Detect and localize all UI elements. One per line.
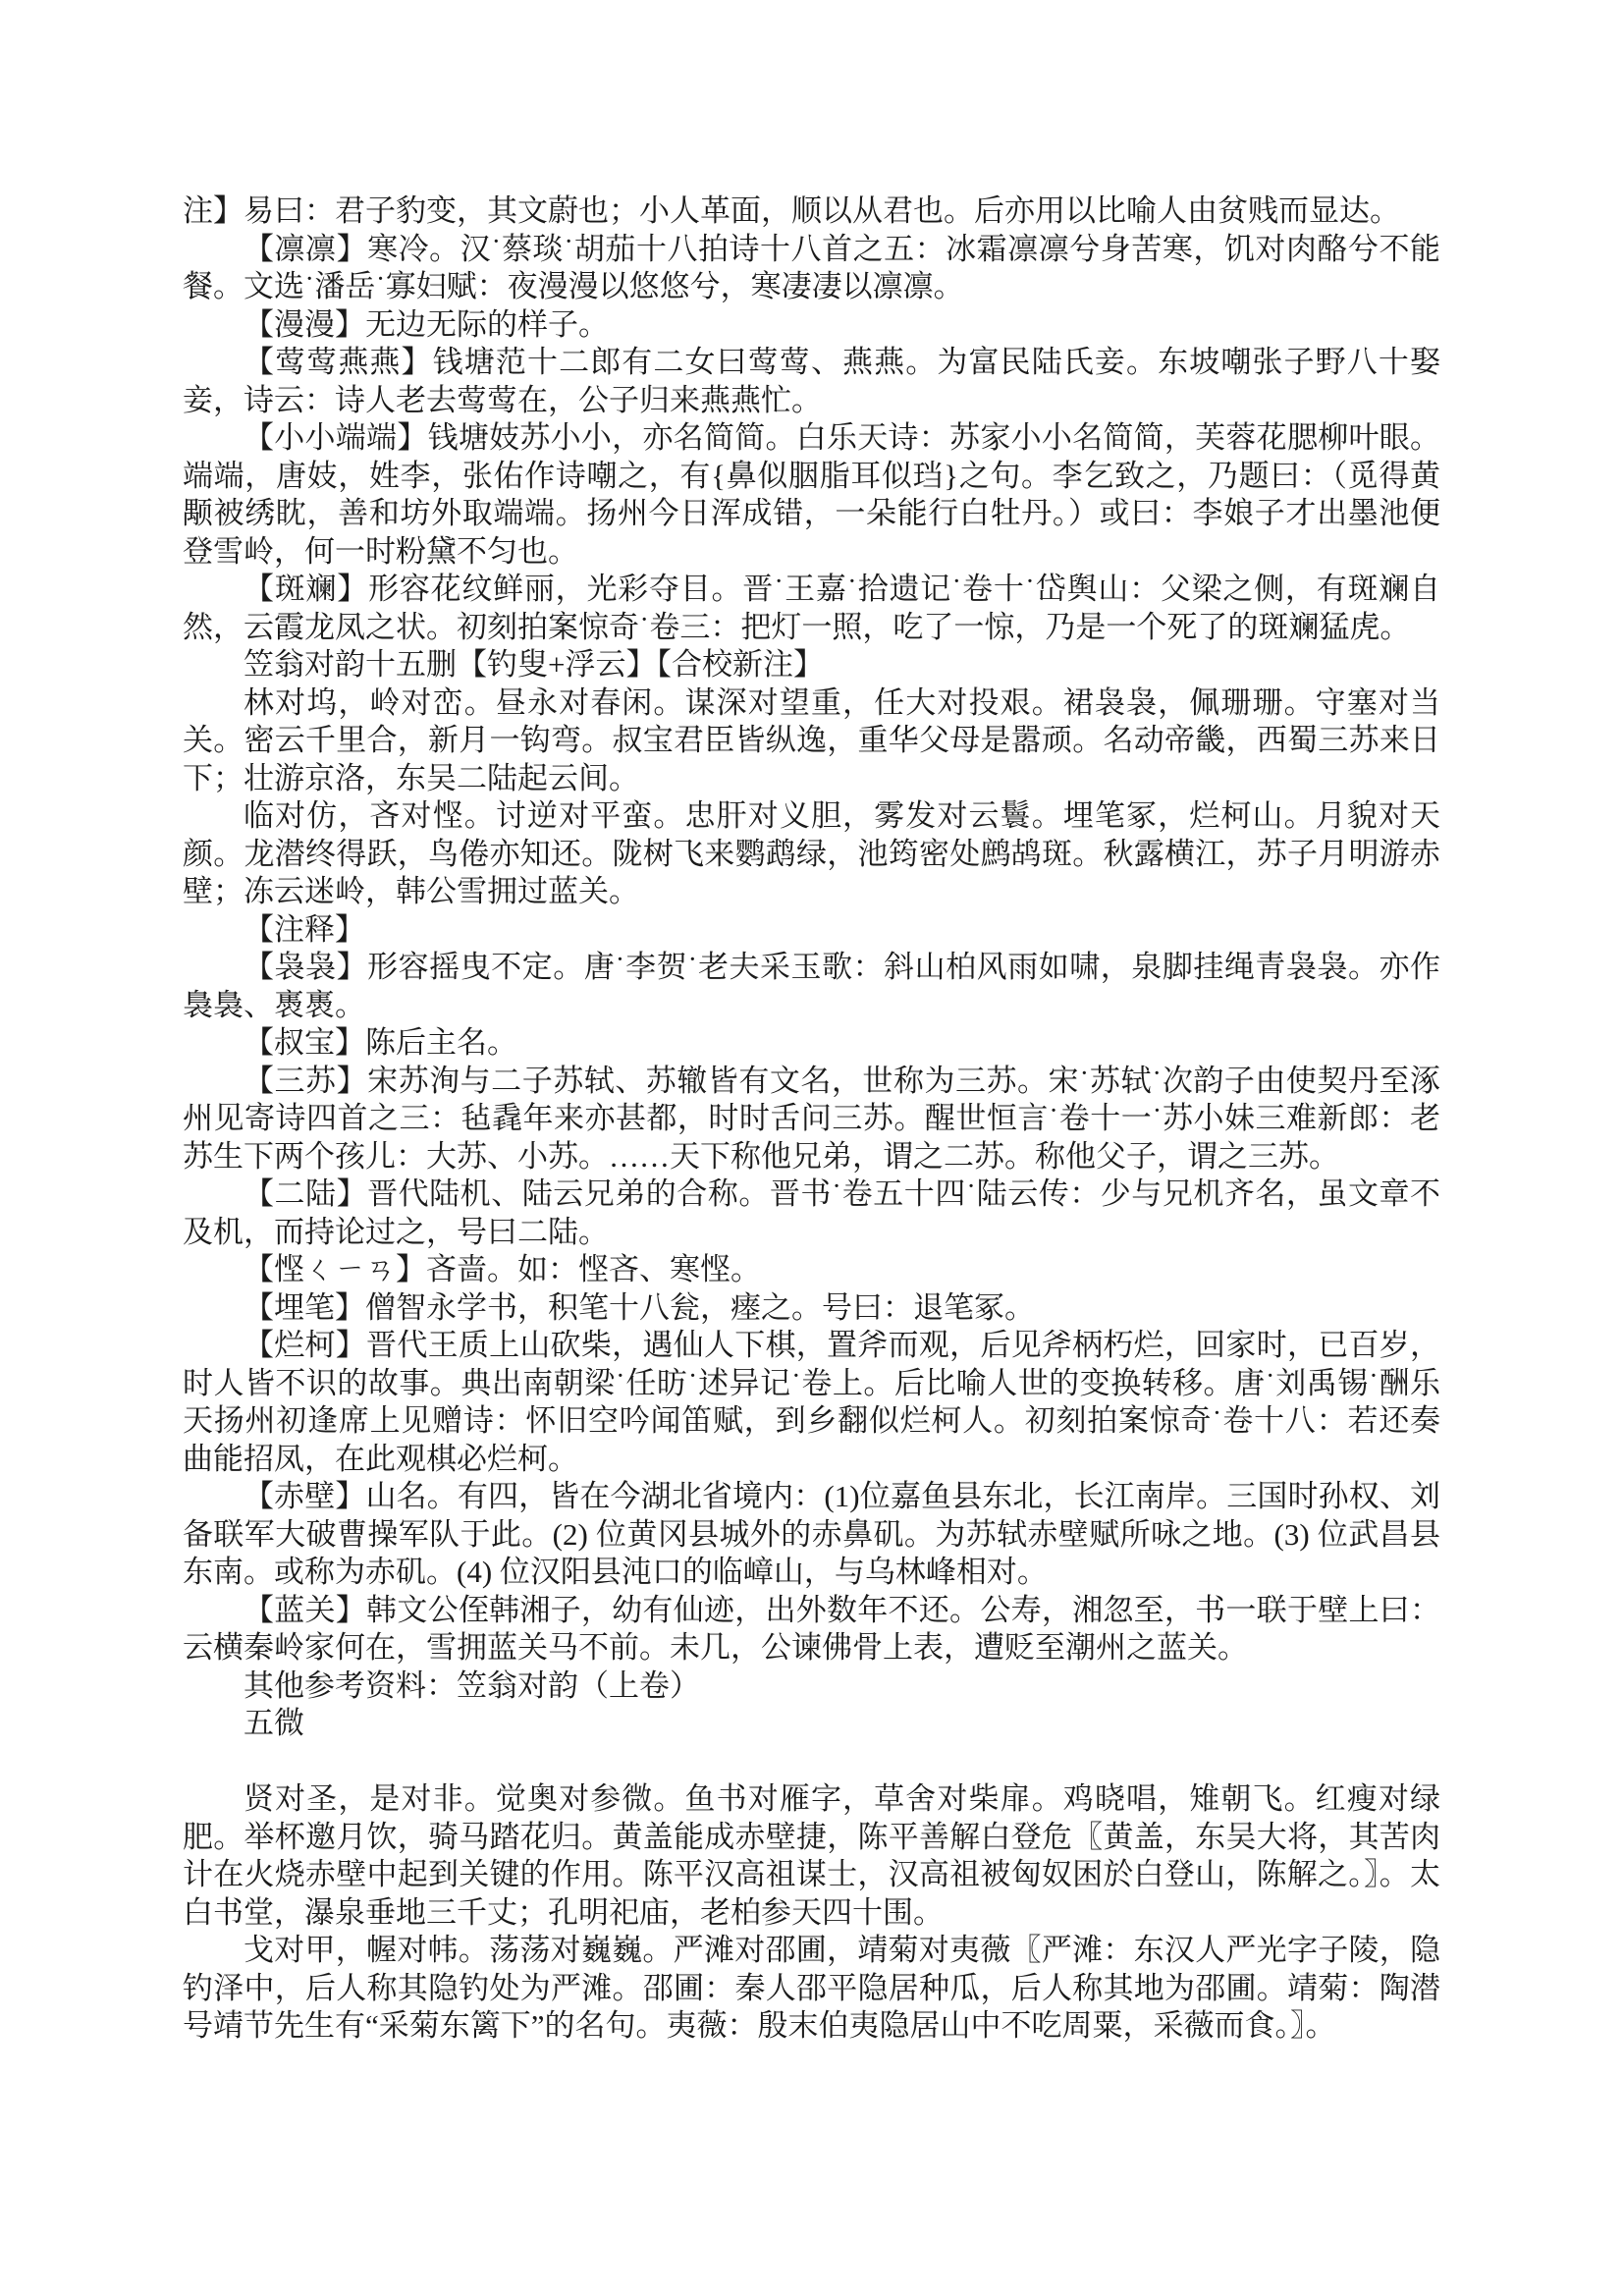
- paragraph: 五微: [243, 1706, 304, 1740]
- paragraph: 临对仿，吝对悭。讨逆对平蛮。忠肝对义胆，雾发对云鬟。埋笔冢，烂柯山。月貌对天颜。龙潜终得跃，鸟倦亦知还。陇树飞来鹦鹉绿，池筠密处鹧鸪斑。秋露横江，苏子月明游赤壁；冻云迷岭，韩公雪拥过蓝关。: [183, 798, 1440, 908]
- paragraph: 林对坞，岭对峦。昼永对春闲。谋深对望重，任大对投艰。裙袅袅，佩珊珊。守塞对当关。密云千里合，新月一钩弯。叔宝君臣皆纵逸，重华父母是嚣顽。名动帝畿，西蜀三苏来日下；壮游京洛，东吴二陆起云间。: [183, 684, 1440, 795]
- paragraph: 【赤壁】山名。有四，皆在今湖北省境内：(1)位嘉鱼县东北，长江南岸。三国时孙权、刘备联军大破曹操军队于此。(2) 位黄冈县城外的赤鼻矶。为苏轼赤壁赋所咏之地。(3) 位武昌县东南。或称为赤矶。(4) 位汉阳县沌口的临嶂山，与乌林峰相对。: [183, 1479, 1440, 1589]
- paragraph: 【莺莺燕燕】钱塘范十二郎有二女曰莺莺、燕燕。为富民陆氏妾。东坡嘲张子野八十娶妾，诗云：诗人老去莺莺在，公子归来燕燕忙。: [183, 345, 1440, 417]
- paragraph: 戈对甲，幄对帏。荡荡对巍巍。严滩对邵圃，靖菊对夷薇〖严滩：东汉人严光字子陵，隐钓泽中，后人称其隐钓处为严滩。邵圃：秦人邵平隐居种瓜，后人称其地为邵圃。靖菊：陶潜号靖节先生有“采菊东篱下”的名句。夷薇：殷末伯夷隐居山中不吃周粟，采薇而食。〗。: [183, 1933, 1440, 2043]
- blank-line: [183, 1743, 1440, 1781]
- paragraph: 【二陆】晋代陆机、陆云兄弟的合称。晋书˙卷五十四˙陆云传：少与兄机齐名，虽文章不及机，而持论过之，号曰二陆。: [183, 1176, 1440, 1249]
- paragraph: 【埋笔】僧智永学书，积笔十八瓮，瘗之。号曰：退笔冢。: [243, 1289, 1035, 1325]
- paragraph: 【小小端端】钱塘妓苏小小，亦名简简。白乐天诗：苏家小小名简简，芙蓉花腮柳叶眼。端端，唐妓，姓李，张佑作诗嘲之，有{鼻似胭脂耳似珰}之句。李乞致之，乃题曰：（觅得黄颙被绣眈，善和坊外取端端。扬州今日浑成错，一朵能行白牡丹。）或曰：李娘子才出墨池便登雪岭，何一时粉黛不匀也。: [183, 420, 1440, 569]
- paragraph: 【烂柯】晋代王质上山砍柴，遇仙人下棋，置斧而观，后见斧柄朽烂，回家时，已百岁，时人皆不识的故事。典出南朝梁˙任昉˙述异记˙卷上。后比喻人世的变换转移。唐˙刘禹锡˙酬乐天扬州初逢席上见赠诗：怀旧空吟闻笛赋，到乡翻似烂柯人。初刻拍案惊奇˙卷十八：若还奏曲能招凤，在此观棋必烂柯。: [183, 1328, 1440, 1476]
- paragraph: 笠翁对韵十五删【钓叟+浮云】【合校新注】: [243, 647, 824, 682]
- paragraph: 【凛凛】寒冷。汉˙蔡琰˙胡茄十八拍诗十八首之五：冰霜凛凛兮身苦寒，饥对肉酪兮不能餐。文选˙潘岳˙寡妇赋：夜漫漫以悠悠兮，寒凄凄以凛凛。: [183, 231, 1440, 303]
- paragraph: 注】易曰：君子豹变，其文蔚也；小人革面，顺以从君也。后亦用以比喻人由贫贱而显达。: [183, 193, 1400, 228]
- document-body: [183, 192, 1440, 2046]
- paragraph: 【注释】: [243, 911, 365, 947]
- paragraph: 【斑斓】形容花纹鲜丽，光彩夺目。晋˙王嘉˙拾遗记˙卷十˙岱舆山：父梁之侧，有斑斓自然，云霞龙凤之状。初刻拍案惊奇˙卷三：把灯一照，吃了一惊，乃是一个死了的斑斓猛虎。: [183, 572, 1440, 644]
- paragraph: 【叔宝】陈后主名。: [243, 1025, 517, 1060]
- paragraph: 【袅袅】形容摇曳不定。唐˙李贺˙老夫采玉歌：斜山柏风雨如啸，泉脚挂绳青袅袅。亦作裊裊、褭褭。: [183, 950, 1440, 1022]
- paragraph: 其他参考资料：笠翁对韵（上卷）: [243, 1667, 700, 1703]
- paragraph: 【蓝关】韩文公侄韩湘子，幼有仙迹，出外数年不还。公寿，湘忽至，书一联于壁上曰：云横秦岭家何在，雪拥蓝关马不前。未几，公谏佛骨上表，遭贬至潮州之蓝关。: [183, 1592, 1440, 1665]
- paragraph: 贤对圣，是对非。觉奥对参微。鱼书对雁字，草舍对柴扉。鸡晓唱，雉朝飞。红瘦对绿肥。举杯邀月饮，骑马踏花归。黄盖能成赤壁捷，陈平善解白登危〖黄盖，东吴大将，其苦肉计在火烧赤壁中起到关键的作用。陈平汉高祖谋士，汉高祖被匈奴困於白登山，陈解之。〗。太白书堂，瀑泉垂地三千丈；孔明祀庙，老柏参天四十围。: [183, 1781, 1440, 1930]
- paragraph: 【悭ㄑㄧㄢ】吝啬。如：悭吝、寒悭。: [243, 1252, 761, 1286]
- paragraph: 【漫漫】无边无际的样子。: [243, 306, 609, 342]
- paragraph: 【三苏】宋苏洵与二子苏轼、苏辙皆有文名，世称为三苏。宋˙苏轼˙次韵子由使契丹至涿州见寄诗四首之三：毡毳年来亦甚都，时时舌问三苏。醒世恒言˙卷十一˙苏小妹三难新郎：老苏生下两个孩儿：大苏、小苏。……天下称他兄弟，谓之二苏。称他父子，谓之三苏。: [183, 1063, 1440, 1174]
